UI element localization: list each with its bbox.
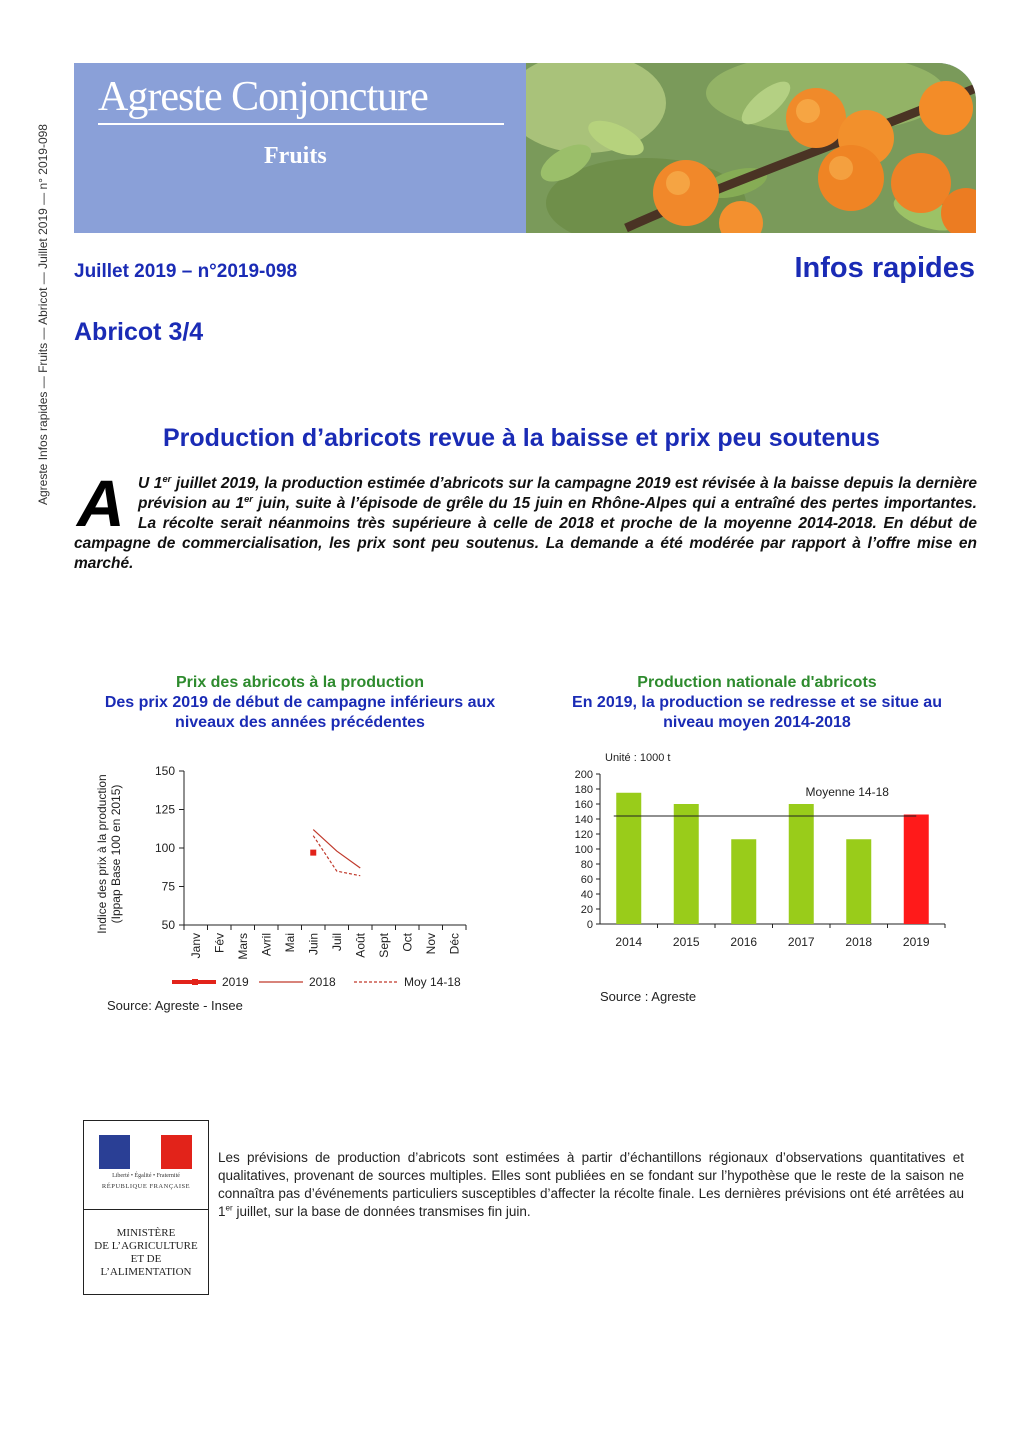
legend-label: 2018 (309, 975, 336, 989)
product-title: Abricot 3/4 (74, 318, 204, 346)
y-tick-label: 140 (574, 814, 593, 826)
y-tick-label: 20 (580, 904, 593, 916)
ministry-line-2: DE L’AGRICULTURE (94, 1240, 198, 1252)
x-tick-label: Mai (282, 933, 297, 953)
lead-paragraph (74, 474, 977, 574)
y-tick-label: 0 (586, 919, 593, 931)
price-chart-source: Source: Agreste - Insee (107, 998, 243, 1013)
price-index-line-chart (84, 750, 524, 1000)
ministry-line-1: MINISTÈRE (116, 1227, 176, 1239)
y-tick-label: 180 (574, 784, 593, 796)
note-text-1: Les prévisions de production d’abricots sont estimées à partir d’échantillons régionaux d’observations quantitatives et qualitatives, provenant de sources multiples. Elles sont publiées en se fondant sur l’hypothèse que le reste de la saison ne connaîtra pas d’événements particuliers susceptibles d’affecter la récolte finale. Les dernières prévisions ont été arrêtées au 1 (218, 1150, 964, 1219)
x-tick-label: 2019 (902, 935, 930, 949)
unit-label: Unité : 1000 t (605, 752, 671, 764)
ministry-name (90, 1227, 202, 1279)
x-tick-label: Mars (235, 933, 250, 960)
header-banner (74, 63, 976, 233)
series-line-2018 (313, 830, 360, 869)
y-tick-label: 60 (580, 874, 593, 886)
x-tick-label: Déc (447, 933, 462, 955)
y-axis-label: Indice des prix à la production(Ippap Base 100 en 2015) (95, 774, 123, 934)
legend-marker (192, 979, 198, 985)
publication-title: Agreste Conjoncture (98, 74, 428, 120)
production-chart-title (552, 673, 962, 733)
note-text-2: juillet, sur la base de données transmises fin juin. (232, 1204, 531, 1219)
x-tick-label: 2016 (730, 935, 758, 949)
issue-number: Juillet 2019 – n°2019-098 (74, 261, 298, 282)
x-tick-label: 2017 (787, 935, 815, 949)
article-headline: Production d’abricots revue à la baisse et prix peu soutenus (163, 424, 880, 452)
bar-2018 (846, 839, 871, 924)
y-tick-label: 100 (574, 844, 593, 856)
republic-name: RÉPUBLIQUE FRANÇAISE (101, 1183, 191, 1190)
x-tick-label: Sept (376, 933, 391, 958)
average-line-label: Moyenne 14-18 (805, 785, 889, 799)
flag-white-band (130, 1135, 161, 1169)
y-tick-label: 75 (161, 879, 175, 894)
y-tick-label: 150 (154, 764, 175, 778)
apricot-photo (526, 63, 976, 233)
production-chart-title-1: Production nationale d'abricots (637, 674, 877, 691)
methodology-note (218, 1149, 964, 1221)
x-tick-label: Juil (329, 933, 344, 952)
series-line-Moy-14-18 (313, 836, 360, 876)
bar-2019 (904, 815, 929, 925)
publication-type-badge: Infos rapides (794, 252, 975, 284)
lead-sup-2: er (244, 493, 253, 504)
flag-red-band (161, 1135, 192, 1169)
lead-sup-1: er (162, 473, 172, 484)
drop-cap: A (77, 466, 125, 540)
x-tick-label: Juin (306, 933, 321, 956)
bar-2017 (789, 804, 814, 924)
lead-text-1: U 1 (138, 475, 163, 492)
flag-blue-band (99, 1135, 130, 1169)
y-tick-label: 120 (574, 829, 593, 841)
ministry-line-3: ET DE (130, 1253, 162, 1265)
x-tick-label: Nov (423, 933, 438, 955)
x-tick-label: 2015 (672, 935, 700, 949)
lead-text-3: juin, suite à l’épisode de grêle du 15 juin en Rhône-Alpes qui a entraîné des pertes importantes. La récolte serait néanmoins très supérieure à celle de 2018 et proche de la moyenne 2014-2018. En début de campagne de commercialisation, les prix sont peu soutenus. La demande a été modérée par rapport à l’offre mise en marché. (74, 495, 977, 572)
price-chart-title-2: Des prix 2019 de début de campagne inférieurs aux niveaux des années précédentes (104, 694, 496, 731)
publication-section: Fruits (264, 143, 327, 169)
y-tick-label: 200 (574, 769, 593, 781)
y-tick-label: 160 (574, 799, 593, 811)
note-sup: er (225, 1203, 233, 1213)
bar-2016 (731, 839, 756, 924)
y-tick-label: 125 (154, 802, 175, 817)
y-tick-label: 80 (580, 859, 593, 871)
legend-label: 2019 (222, 975, 249, 989)
production-chart-title-2: En 2019, la production se redresse et se situe au niveau moyen 2014-2018 (572, 694, 942, 731)
y-tick-label: 100 (154, 841, 175, 855)
ministry-line-4: L’ALIMENTATION (100, 1266, 192, 1278)
lead-text-2: juillet 2019, la production estimée d’abricots sur la campagne 2019 est révisée à la baisse depuis la dernière prévision au 1 (138, 475, 978, 512)
x-tick-label: 2014 (615, 935, 643, 949)
series-point-2019 (310, 850, 316, 856)
production-bar-chart (560, 742, 980, 967)
bar-2015 (674, 804, 699, 924)
y-tick-label: 40 (580, 889, 593, 901)
republic-motto: Liberté • Égalité • Fraternité (112, 1173, 180, 1179)
bar-2014 (616, 793, 641, 924)
price-chart-title (84, 673, 516, 733)
x-tick-label: Oct (400, 933, 415, 952)
price-chart-title-1: Prix des abricots à la production (175, 674, 425, 691)
side-running-title: Agreste Infos rapides — Fruits — Abricot — Juillet 2019 — n° 2019-098 (36, 124, 50, 505)
title-underline (98, 123, 504, 125)
legend-label: Moy 14-18 (404, 975, 461, 989)
x-tick-label: 2018 (845, 935, 873, 949)
x-tick-label: Fév (212, 933, 227, 954)
x-tick-label: Janv (188, 933, 203, 959)
y-tick-label: 50 (161, 918, 175, 932)
x-tick-label: Août (353, 933, 368, 958)
production-chart-source: Source : Agreste (600, 989, 697, 1004)
x-tick-label: Avril (259, 933, 274, 957)
ministry-logo (83, 1120, 209, 1295)
logo-divider (84, 1209, 208, 1210)
